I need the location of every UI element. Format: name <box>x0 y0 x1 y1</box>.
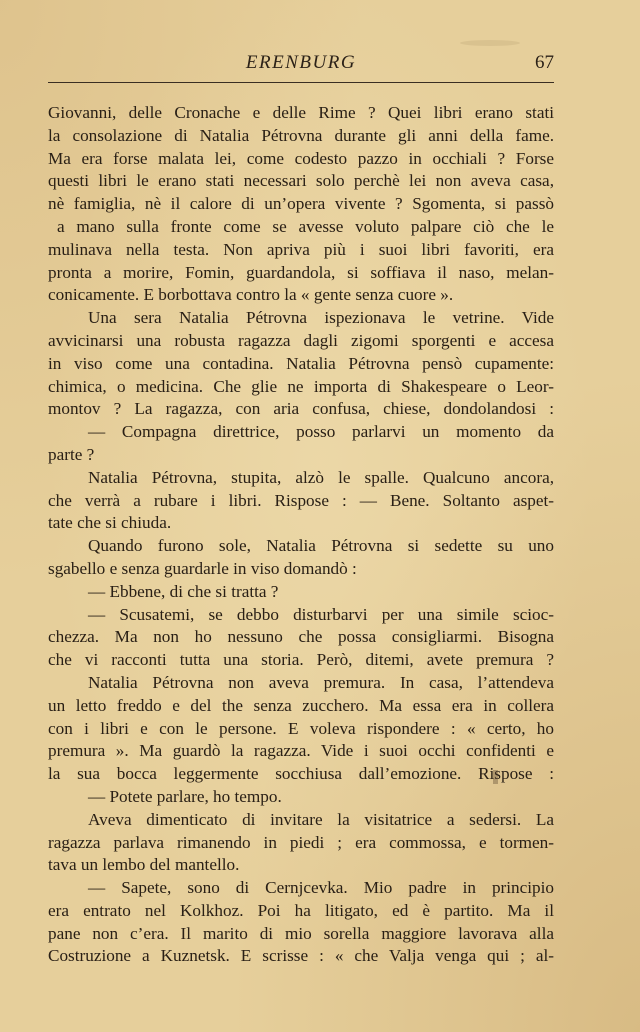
text-line: la consolazione di Natalia Pétrovna durante gli anni della fame. <box>48 125 554 145</box>
text-line: ragazza parlava rimanendo in piedi ; era commossa, e tormen- <box>48 832 554 852</box>
text-line: — Ebbene, di che si tratta ? <box>88 581 279 601</box>
text-line: Natalia Pétrovna non aveva premura. In casa, l’attendeva <box>88 672 554 692</box>
text-line: premura ». Ma guardò la ragazza. Vide i suoi occhi confidenti e <box>48 741 554 761</box>
text-line: parte ? <box>48 444 95 464</box>
text-line: montov ? La ragazza, con aria confusa, chiese, dondolandosi : <box>48 399 554 419</box>
page-number: 67 <box>535 52 554 73</box>
text-line: questi libri le erano stati necessari solo perchè lei non aveva casa, <box>48 171 554 191</box>
text-line: a mano sulla fronte come se avesse voluto palpare ciò che le <box>57 216 554 236</box>
text-line: — Potete parlare, ho tempo. <box>88 786 282 806</box>
text-line: Quando furono sole, Natalia Pétrovna si sedette su uno <box>88 536 554 556</box>
text-line: che vi racconti tutta una storia. Però, ditemi, avete premura ? <box>48 650 554 670</box>
text-line: pronta a morire, Fomin, guardandola, si soffiava il naso, melan- <box>48 262 554 282</box>
header-rule <box>48 82 554 83</box>
text-line: sgabello e senza guardarle in viso domandò : <box>48 558 357 578</box>
text-line: Costruzione a Kuznetsk. E scrisse : « che Valja venga qui ; al- <box>48 946 554 966</box>
text-line: Una sera Natalia Pétrovna ispezionava le vetrine. Vide <box>88 308 554 328</box>
running-head <box>48 52 554 76</box>
text-line: con i libri e con le persone. E voleva rispondere : « certo, ho <box>48 718 554 738</box>
text-line: era entrato nel Kolkhoz. Poi ha litigato, ed è partito. Ma il <box>48 900 554 920</box>
text-line: pane non c’era. Il marito di mio sorella maggiore lavorava alla <box>48 923 554 943</box>
print-flaw <box>493 770 498 784</box>
text-line: chezza. Ma non ho nessuno che possa consigliarmi. Bisogna <box>48 627 554 647</box>
text-line: — Sapete, sono di Cernjcevka. Mio padre in principio <box>88 878 554 898</box>
body-text <box>48 102 554 968</box>
text-line: — Compagna direttrice, posso parlarvi un momento da <box>88 422 554 442</box>
text-line: tate che si chiuda. <box>48 513 172 533</box>
text-line: chimica, o medicina. Che glie ne importa di Shakespeare o Leor- <box>48 376 554 396</box>
running-title: ERENBURG <box>245 52 357 73</box>
text-line: un letto freddo e del the senza zucchero. Ma essa era in collera <box>48 695 554 715</box>
text-line: che verrà a rubare i libri. Rispose : — Bene. Soltanto aspet- <box>48 490 554 510</box>
text-line: conicamente. E borbottava contro la « gente senza cuore ». <box>48 285 454 305</box>
text-line: Natalia Pétrovna, stupita, alzò le spalle. Qualcuno ancora, <box>88 467 554 487</box>
text-line: Giovanni, delle Cronache e delle Rime ? Quei libri erano stati <box>48 103 554 122</box>
text-line: avvicinarsi una robusta ragazza dagli zigomi sporgenti e accesa <box>48 330 554 350</box>
text-line: tava un lembo del mantello. <box>48 855 240 875</box>
text-line: in viso come una contadina. Natalia Pétrovna pensò cupamente: <box>48 353 554 373</box>
text-line: — Scusatemi, se debbo disturbarvi per una simile scioc- <box>88 604 554 624</box>
paper-smudge <box>460 40 520 46</box>
text-line: mulinava nella testa. Non apriva più i suoi libri favoriti, era <box>48 239 554 259</box>
text-line: Ma era forse malata lei, come codesto pazzo in occhiali ? Forse <box>48 148 554 168</box>
text-line: la sua bocca leggermente socchiusa dall’emozione. Rispose : <box>48 764 554 784</box>
text-line: nè famiglia, nè il calore di un’opera vivente ? Sgomenta, si passò <box>48 194 554 214</box>
text-line: Aveva dimenticato di invitare la visitatrice a sedersi. La <box>88 809 554 829</box>
